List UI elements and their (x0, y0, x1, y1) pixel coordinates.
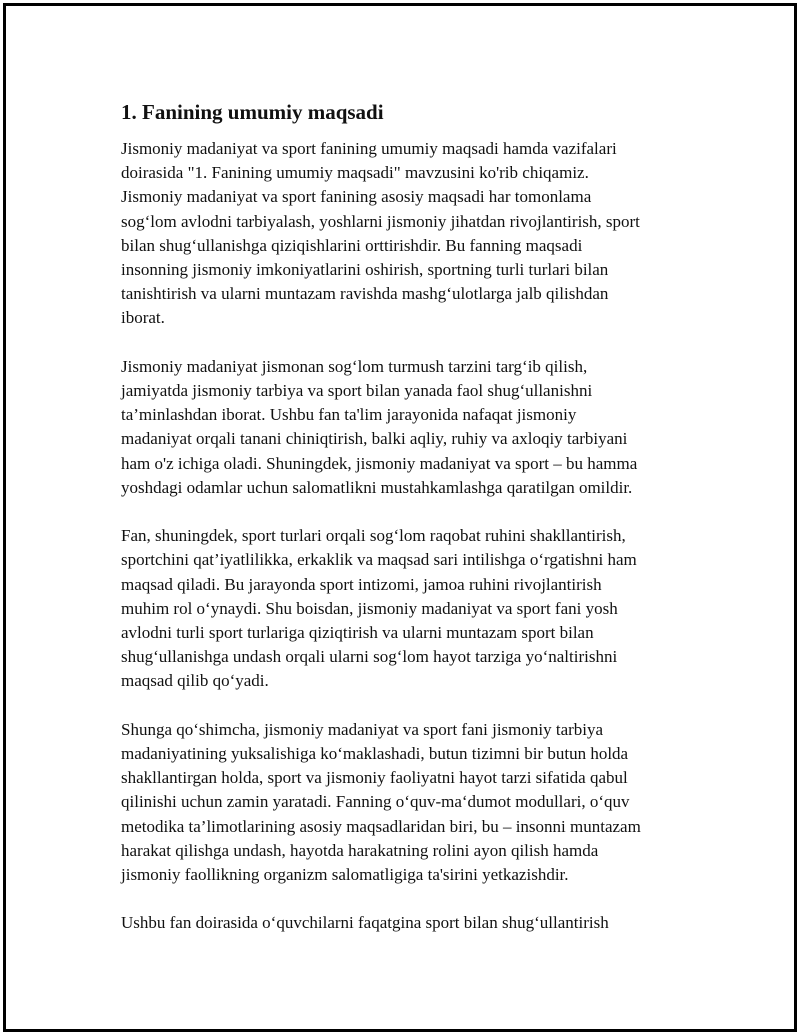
text-line: Fan, shuningdek, sport turlari orqali sog‘lom raqobat ruhini shakllantirish, (121, 526, 626, 546)
text-line: Jismoniy madaniyat jismonan sog‘lom turmush tarzini targ‘ib qilish, (121, 356, 588, 376)
text-line: insonning jismoniy imkoniyatlarini oshirish, sportning turli turlari bilan (121, 260, 609, 280)
text-line: metodika ta’limotlarining asosiy maqsadlaridan biri, bu – insonni muntazam (121, 816, 641, 836)
paragraph (121, 137, 701, 331)
text-line: Jismoniy madaniyat va sport fanining umumiy maqsadi hamda vazifalari (121, 139, 617, 158)
paragraph (121, 355, 701, 500)
text-line: doirasida "1. Fanining umumiy maqsadi" mavzusini ko'rib chiqamiz. (121, 163, 589, 183)
text-line: jismoniy faollikning organizm salomatligiga ta'sirini yetkazishdir. (121, 865, 569, 885)
section-heading: 1. Fanining umumiy maqsadi (121, 100, 384, 124)
text-line: madaniyatining yuksalishiga ko‘maklashadi, butun tizimni bir butun holda (121, 744, 629, 764)
text-line: ham o'z ichiga oladi. Shuningdek, jismoniy madaniyat va sport – bu hamma (121, 453, 638, 473)
text-line: maqsad qilib qo‘yadi. (121, 671, 269, 691)
text-line: Ushbu fan doirasida o‘quvchilarni faqatgina sport bilan shug‘ullantirish (121, 913, 609, 933)
paragraph (121, 911, 701, 935)
text-line: qilinishi uchun zamin yaratadi. Fanning o‘quv-ma‘dumot modullari, o‘quv (121, 792, 630, 812)
text-line: muhim rol o‘ynaydi. Shu boisdan, jismoniy madaniyat va sport fani yosh (121, 598, 618, 618)
text-line: maqsad qiladi. Bu jarayonda sport intizomi, jamoa ruhini rivojlantirish (121, 574, 602, 594)
text-line: yoshdagi odamlar uchun salomatlikni mustahkamlashga qaratilgan omildir. (121, 477, 633, 497)
text-line: shakllantirgan holda, sport va jismoniy faoliyatni hayot tarzi sifatida qabul (121, 768, 628, 788)
text-line: sportchini qat’iyatlilikka, erkaklik va maqsad sari intilishga o‘rgatishni ham (121, 550, 637, 570)
paragraph-list (121, 137, 701, 936)
text-line: harakat qilishga undash, hayotda harakatning rolini ayon qilish hamda (121, 840, 599, 860)
text-line: sog‘lom avlodni tarbiyalash, yoshlarni jismoniy jihatdan rivojlantirish, sport (121, 211, 640, 231)
text-line: ta’minlashdan iborat. Ushbu fan ta'lim jarayonida nafaqat jismoniy (121, 405, 577, 425)
text-line: madaniyat orqali tanani chiniqtirish, balki aqliy, ruhiy va axloqiy tarbiyani (121, 429, 628, 449)
text-line: Jismoniy madaniyat va sport fanining asosiy maqsadi har tomonlama (121, 187, 592, 207)
text-line: jamiyatda jismoniy tarbiya va sport bilan yanada faol shug‘ullanishni (121, 381, 593, 401)
text-line: avlodni turli sport turlariga qiziqtirish va ularni muntazam sport bilan (121, 623, 594, 643)
document-body (121, 98, 701, 960)
text-line: Shunga qo‘shimcha, jismoniy madaniyat va sport fani jismoniy tarbiya (121, 719, 604, 739)
text-line: tanishtirish va ularni muntazam ravishda mashg‘ulotlarga jalb qilishdan (121, 284, 609, 304)
paragraph (121, 718, 701, 887)
page-frame (3, 3, 797, 1032)
paragraph (121, 524, 701, 693)
text-line: iborat. (121, 308, 165, 328)
text-line: shug‘ullanishga undash orqali ularni sog‘lom hayot tarziga yo‘naltirishni (121, 647, 618, 667)
text-line: bilan shug‘ullanishga qiziqishlarini orttirishdir. Bu fanning maqsadi (121, 235, 583, 255)
